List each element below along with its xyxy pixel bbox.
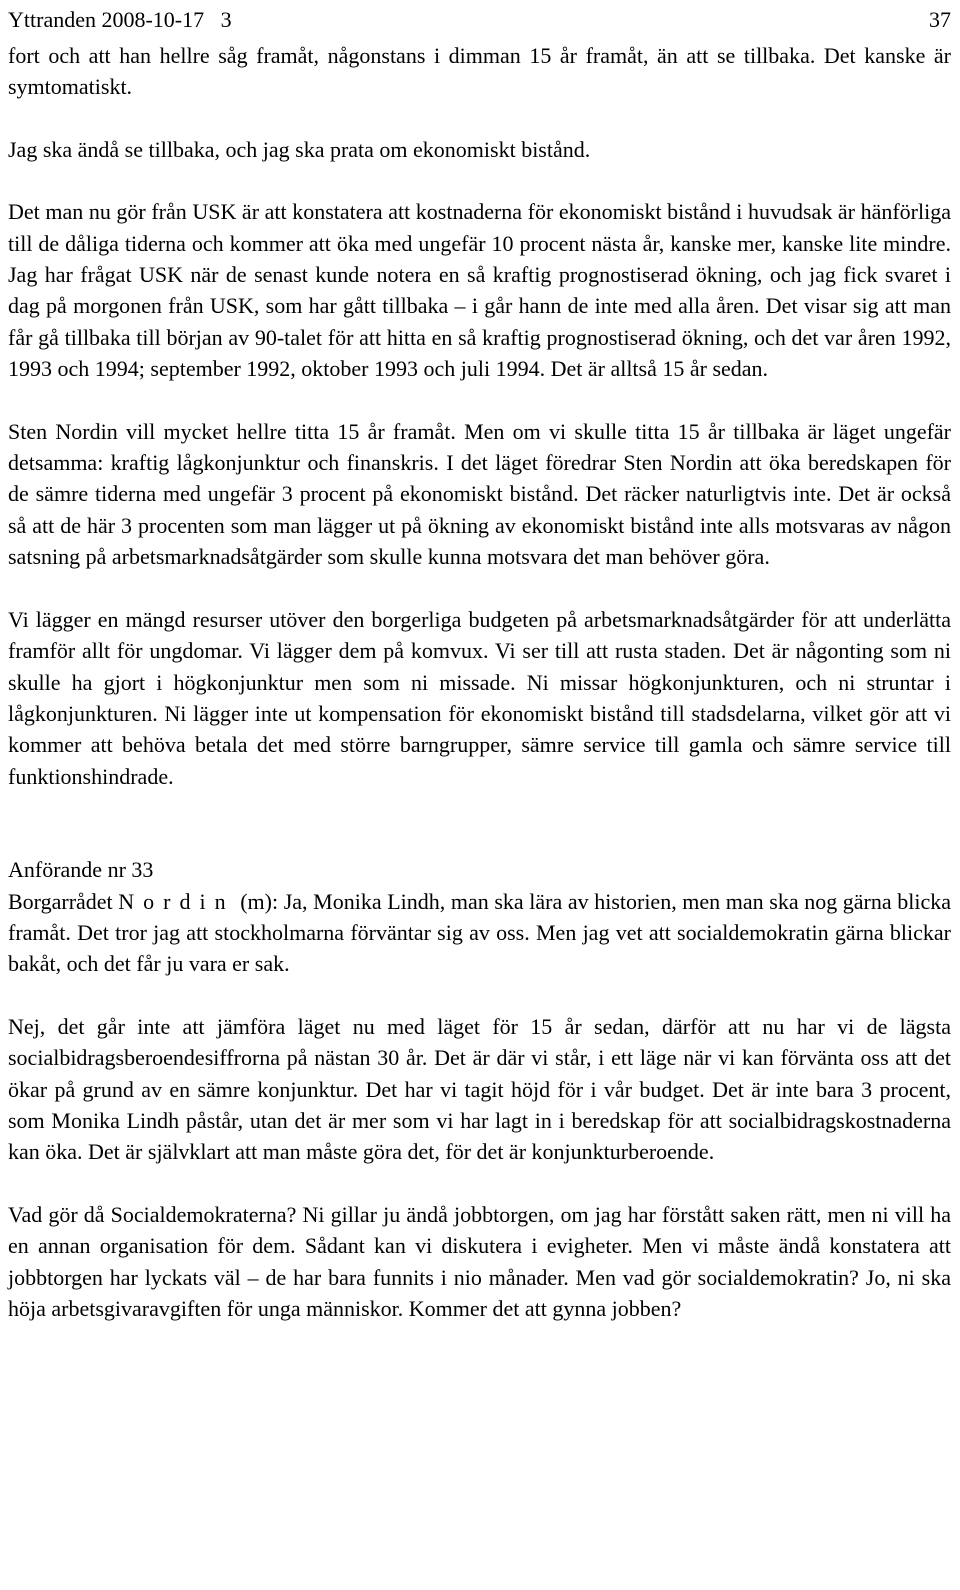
speech-paragraph: Vad gör då Socialdemokraterna? Ni gillar ju ändå jobbtorgen, om jag har förstått saken rätt, men ni vill ha en annan organisation för dem. Sådant kan vi diskutera i evigheter. Men vi måste ändå konstatera att jobbtorgen har lyckats väl – de har bara funnits i nio månader. Men vad gör socialdemokratin? Jo, ni ska höja arbetsgivaravgiften för unga människor. Kommer det att gynna jobben?	[8, 1201, 951, 1321]
speech-paragraph	[8, 886, 951, 980]
header-section: 3	[220, 7, 232, 32]
paragraph: Det man nu gör från USK är att konstatera att kostnaderna för ekonomiskt bistånd i huvudsak är hänförliga till de dåliga tiderna och kommer att öka med ungefär 10 procent nästa år, kanske mer, kanske lite mindre. Jag har frågat USK när de senast kunde notera en så kraftig prognostiserad ökning, och jag fick svaret i dag på morgonen från USK, som har gått tillbaka – i går hann de inte med alla åren. Det visar sig att man får gå tillbaka till början av 90-talet för att hitta en så kraftig prognostiserad ökning, och det var åren 1992, 1993 och 1994; september 1992, oktober 1993 och juli 1994. Det är alltså 15 år sedan.	[8, 199, 951, 382]
header-title: Yttranden 2008-10-17	[8, 7, 205, 32]
page-header	[8, 0, 951, 40]
speaker-name: Nordin	[118, 888, 235, 914]
document-body	[8, 40, 951, 1324]
speech-text: Ja, Monika Lindh, man ska lära av historien, men man ska nog gärna blicka framåt. Det tror jag att stockholmarna förväntar sig av oss. Men jag vet att socialdemokratin gärna blickar bakåt, och det får ju vara er sak.	[8, 888, 952, 977]
speaker-title: Borgarrådet	[8, 888, 113, 914]
page-number: 37	[929, 7, 951, 32]
speaker-party: (m):	[240, 888, 279, 914]
paragraph: Vi lägger en mängd resurser utöver den borgerliga budgeten på arbetsmarknadsåtgärder för att underlätta framför allt för ungdomar. Vi lägger dem på komvux. Vi ser till att rusta staden. Det är någonting som ni skulle ha gjort i högkonjunktur men som ni missade. Ni missar högkonjunkturen, och ni struntar i lågkonjunkturen. Ni lägger inte ut kompensation för ekonomiskt bistånd till stadsdelarna, vilket gör att vi kommer att behöva betala det med större barngrupper, sämre service till gamla och sämre service till funktionshindrade.	[8, 606, 951, 789]
header-title-group	[8, 0, 232, 40]
paragraph: fort och att han hellre såg framåt, någonstans i dimman 15 år framåt, än att se tillbaka. Det kanske är symtomatiskt.	[8, 43, 951, 100]
paragraph: Sten Nordin vill mycket hellre titta 15 år framåt. Men om vi skulle titta 15 år tillbaka är läget ungefär detsamma: kraftig lågkonjunktur och finanskris. I det läget föredrar Sten Nordin att öka beredskapen för de sämre tiderna med ungefär 3 procent på ekonomiskt bistånd. Det räcker naturligtvis inte. Det är också så att de här 3 procenten som man lägger ut på ökning av ekonomiskt bistånd inte alls motsvaras av någon satsning på arbetsmarknadsåtgärder som skulle kunna motsvara det man behöver göra.	[8, 418, 951, 570]
paragraph: Jag ska ändå se tillbaka, och jag ska prata om ekonomiskt bistånd.	[8, 136, 591, 162]
speech-paragraph: Nej, det går inte att jämföra läget nu med läget för 15 år sedan, därför att nu har vi de lägsta socialbidragsberoendesiffrorna på nästan 30 år. Det är där vi står, i ett läge när vi kan förvänta oss att det ökar på grund av en sämre konjunktur. Det har vi tagit höjd för i vår budget. Det är inte bara 3 procent, som Monika Lindh påstår, utan det är mer som vi har lagt in i beredskap för att socialbidragskostnaderna kan öka. Det är självklart att man måste göra det, för det är konjunkturberoende.	[8, 1013, 951, 1165]
speech-heading: Anförande nr 33	[8, 857, 154, 883]
